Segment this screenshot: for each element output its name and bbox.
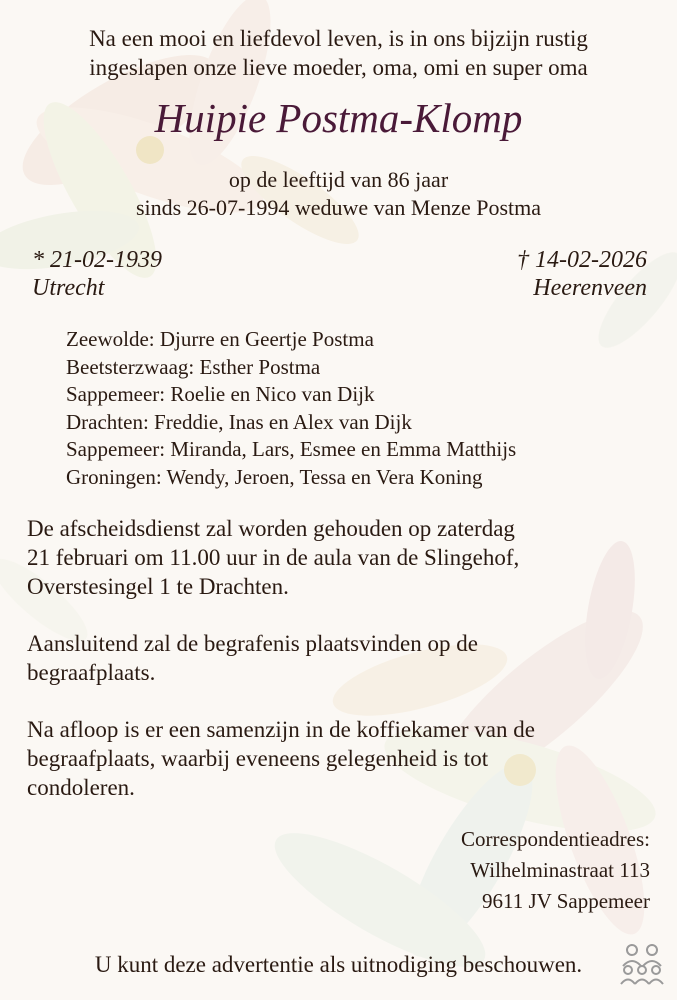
family-member: Sappemeer: Roelie en Nico van Dijk [66,382,375,407]
family-member: Zeewolde: Djurre en Geertje Postma [66,327,374,351]
death-place: Heerenveen [533,275,647,301]
paragraph-line: 21 februari om 11.00 uur in de aula van de Slingehof, [27,545,520,570]
intro-line: Na een mooi en liefdevol leven, is in ons bijzijn rustig [89,26,588,51]
birth-info [32,246,162,302]
family-list [66,326,516,492]
correspondence-city: 9611 JV Sappemeer [482,889,650,913]
paragraph-line: De afscheidsdienst zal worden gehouden op zaterdag [27,516,515,541]
age-line: op de leeftijd van 86 jaar [228,167,449,192]
closing-text: U kunt deze advertentie als uitnodiging beschouwen. [94,952,583,977]
death-info [517,246,647,302]
family-member: Groningen: Wendy, Jeroen, Tessa en Vera Koning [66,464,483,489]
paragraph-line: condoleren. [27,775,135,800]
age-info [0,166,677,222]
people-group-icon [618,942,666,986]
birth-place: Utrecht [32,275,105,301]
service-paragraph [27,514,657,601]
deceased-name: Huipie Postma-Klomp [154,95,523,141]
paragraph-line: begraafplaats. [27,660,156,685]
paragraph-line: Na afloop is er een samenzijn in de koffiekamer van de [27,717,535,742]
correspondence-label: Correspondentieadres: [461,827,650,851]
correspondence-street: Wilhelminastraat 113 [470,858,650,882]
family-member: Sappemeer: Miranda, Lars, Esmee en Emma Matthijs [66,437,517,462]
gathering-paragraph [27,715,657,802]
paragraph-line: begraafplaats, waarbij eveneens gelegenheid is tot [27,746,489,771]
paragraph-line: Overstesingel 1 te Drachten. [27,574,289,599]
family-member: Beetsterzwaag: Esther Postma [66,354,321,379]
birth-date: * 21-02-1939 [32,247,162,273]
family-member: Drachten: Freddie, Inas en Alex van Dijk [66,409,412,434]
correspondence-address [461,824,650,917]
death-date: † 14-02-2026 [517,247,647,273]
widow-line: sinds 26-07-1994 weduwe van Menze Postma [135,195,542,220]
intro-text [0,24,677,82]
paragraph-line: Aansluitend zal de begrafenis plaatsvinden op de [27,631,478,656]
burial-paragraph [27,629,657,687]
intro-line: ingeslapen onze lieve moeder, oma, omi en super oma [89,55,588,80]
